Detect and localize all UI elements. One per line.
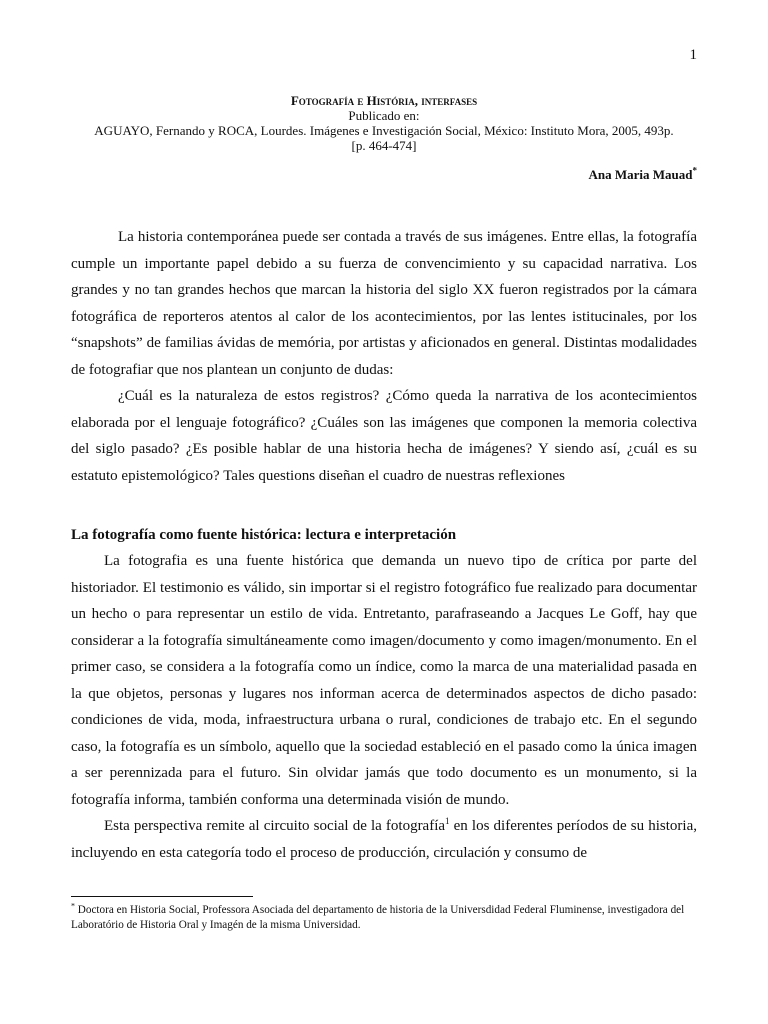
- page-number: 1: [689, 47, 697, 63]
- body-text: [71, 224, 697, 866]
- document-header: [0, 93, 768, 153]
- author-line: [589, 167, 698, 183]
- footnote: [71, 903, 711, 933]
- footnote-divider: [71, 896, 253, 897]
- author-footnote-mark: *: [692, 165, 697, 176]
- section-heading: La fotografía como fuente histórica: lectura e interpretación: [71, 527, 457, 543]
- footnote-text: Doctora en Historia Social, Professora Asociada del departamento de historia de la Universdidad Federal Fluminense, investigadora del Laboratório de Historia Oral y Imagén de la misma Universidad.: [71, 904, 685, 931]
- paragraph-1: La historia contemporánea puede ser contada a través de sus imágenes. Entre ellas, la fotografía cumple un importante papel debido a su fuerza de convencimiento y su capacidad narrativa. Los grandes y no tan grandes hechos que marcan la historia del siglo XX fueron registrados por la cámara fotográfica de reporteros atentos al calor de los acontecimientos, por las lentes istitucinales, por los “snapshots” de familias ávidas de memória, por artistas y aficionados en general. Distintas modalidades de fotografiar que nos plantean un conjunto de dudas:: [71, 229, 697, 378]
- paragraph-3: La fotografia es una fuente histórica que demanda un nuevo tipo de crítica por parte del historiador. El testimonio es válido, sin importar si el registro fotográfico fue realizado para documentar un hecho o para representar un estilo de vida. Entretanto, parafraseando a Jacques Le Goff, hay que considerar a la fotografía simultáneamente como imagen/documento y como imagen/monumento. En el primer caso, se considera a la fotografía como un índice, como la marca de una materialidad pasada en la que objetos, personas y lugares nos informan acerca de determinados aspectos de dicho pasado: condiciones de vida, moda, infraestructura urbana o rural, condiciones de trabajo etc. En el segundo caso, la fotografía es un símbolo, aquello que la sociedad estableció en el pasado como la única imagen a ser perennizada para el futuro. Sin olvidar jamás que todo documento es un monumento, si la fotografía informa, también conforma una determinada visión de mundo.: [71, 553, 697, 808]
- page-range: [p. 464-474]: [351, 138, 417, 153]
- paragraph-4-end: en los diferentes períodos de su historia, incluyendo en esta categoría todo el proceso de producción, circulación y consumo de: [71, 818, 697, 861]
- paragraph-4-start: Esta perspectiva remite al circuito social de la fotografía: [104, 818, 446, 834]
- paragraph-4: [71, 813, 697, 866]
- author-name: Ana Maria Mauad: [588, 167, 693, 182]
- paragraph-2: ¿Cuál es la naturaleza de estos registros? ¿Cómo queda la narrativa de los acontecimientos elaborada por el lenguaje fotográfico? ¿Cuáles son las imágenes que componen la memoria colectiva del siglo pasado? ¿Es posible hablar de una historia hecha de imágenes? Y siendo así, ¿cuál es su estatuto epistemológico? Tales questions diseñan el cuadro de nuestras reflexiones: [71, 388, 697, 484]
- published-label: Publicado en:: [348, 108, 420, 123]
- footnote-mark: *: [71, 901, 75, 911]
- citation: AGUAYO, Fernando y ROCA, Lourdes. Imágenes e Investigación Social, México: Instituto Mora, 2005, 493p.: [94, 123, 674, 138]
- document-title: Fotografía e História, interfases: [290, 93, 478, 108]
- footnote-ref-1[interactable]: 1: [445, 816, 450, 826]
